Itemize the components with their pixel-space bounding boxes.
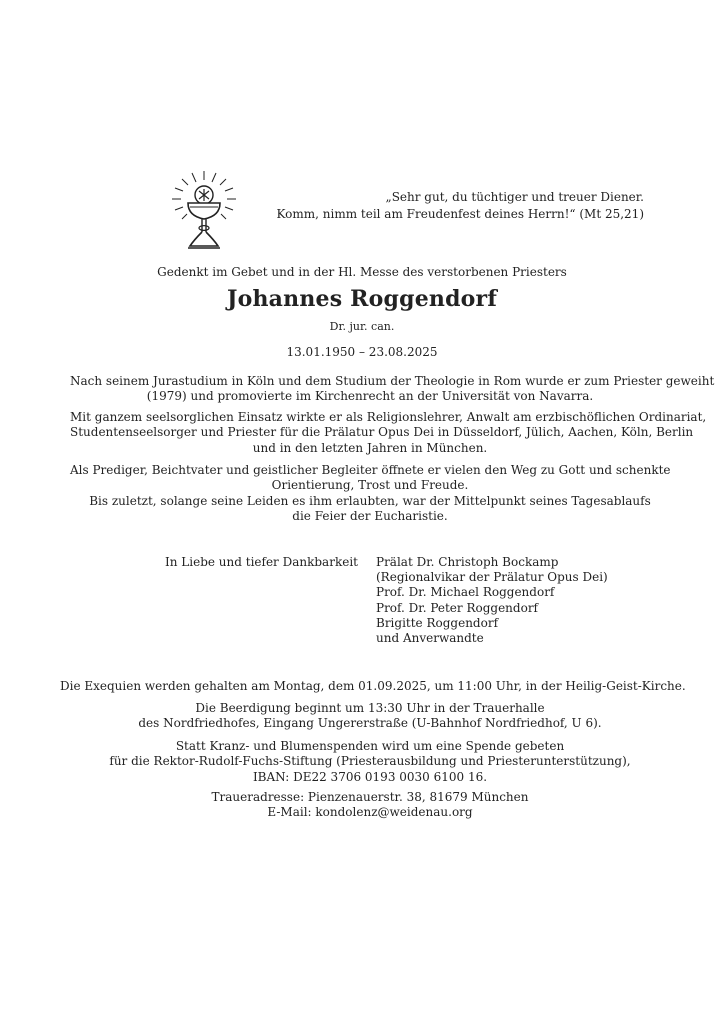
info-line: Die Exequien werden gehalten am Montag, dem 01.09.2025, um 11:00 Uhr, in der Heilig-Geist-Kirche. xyxy=(60,679,686,693)
bio-line: Nach seinem Jurastudium in Köln und dem Studium der Theologie in Rom wurde er zum Priester geweiht xyxy=(70,374,715,388)
memorial-intro: Gedenkt im Gebet und in der Hl. Messe des verstorbenen Priesters xyxy=(157,265,567,279)
mourners-list xyxy=(376,555,608,646)
life-dates: 13.01.1950 – 23.08.2025 xyxy=(286,345,438,359)
bio-line: Studentenseelsorger und Priester für die Prälatur Opus Dei in Düsseldorf, Jülich, Aachen, Köln, Berlin xyxy=(70,425,694,440)
signoff-phrase: In Liebe und tiefer Dankbarkeit xyxy=(165,555,358,569)
mourner-name: und Anverwandte xyxy=(376,631,484,646)
chalice-host-icon xyxy=(168,168,240,254)
quote-line: Komm, nimm teil am Freudenfest deines Herrn!“ (Mt 25,21) xyxy=(276,206,644,221)
mourner-name: Brigitte Roggendorf xyxy=(376,615,499,630)
bio-line: Als Prediger, Beichtvater und geistlicher Begleiter öffnete er vielen den Weg zu Gott und schenkte xyxy=(70,463,671,477)
burial-info xyxy=(60,701,680,732)
info-line: Statt Kranz- und Blumenspenden wird um eine Spende gebeten xyxy=(175,739,565,753)
iban-line: IBAN: DE22 3706 0193 0030 6100 16. xyxy=(252,769,488,784)
email-line: E-Mail: kondolenz@weidenau.org xyxy=(267,805,473,820)
mourner-name: (Regionalvikar der Prälatur Opus Dei) xyxy=(376,570,608,585)
mourner-name: Prof. Dr. Peter Roggendorf xyxy=(376,600,538,615)
bio-paragraph-pastoral xyxy=(70,463,670,524)
bio-paragraph-ministry xyxy=(70,410,707,456)
info-line: des Nordfriedhofes, Eingang Ungererstraße (U-Bahnhof Nordfriedhof, U 6). xyxy=(138,716,602,731)
bio-line: Orientierung, Trost und Freude. xyxy=(271,478,469,493)
info-line: Die Beerdigung beginnt um 13:30 Uhr in der Trauerhalle xyxy=(195,701,545,715)
quote-line: „Sehr gut, du tüchtiger und treuer Diener. xyxy=(385,190,644,204)
academic-title: Dr. jur. can. xyxy=(329,320,395,333)
info-line: für die Rektor-Rudolf-Fuchs-Stiftung (Priesterausbildung und Priesterunterstützung), xyxy=(109,754,631,769)
mourner-name: Prälat Dr. Christoph Bockamp xyxy=(376,555,559,569)
scripture-quote xyxy=(277,189,645,222)
mourner-name: Prof. Dr. Michael Roggendorf xyxy=(376,585,555,600)
bio-line: und in den letzten Jahren in München. xyxy=(252,440,488,455)
address-line: Traueradresse: Pienzenauerstr. 38, 81679 München xyxy=(211,790,529,804)
bio-paragraph-education xyxy=(70,374,715,405)
bio-line: (1979) und promovierte im Kirchenrecht an der Universität von Navarra. xyxy=(146,389,594,404)
funeral-mass-info xyxy=(60,679,686,694)
donation-info xyxy=(60,739,680,785)
contact-info xyxy=(60,790,680,821)
deceased-name: Johannes Roggendorf xyxy=(227,286,497,312)
bio-line: die Feier der Eucharistie. xyxy=(292,508,448,523)
bio-line: Bis zuletzt, solange seine Leiden es ihm erlaubten, war der Mittelpunkt seines Tagesablaufs xyxy=(89,493,651,508)
bio-line: Mit ganzem seelsorglichen Einsatz wirkte er als Religionslehrer, Anwalt am erzbischöflichen Ordinariat, xyxy=(70,410,707,424)
